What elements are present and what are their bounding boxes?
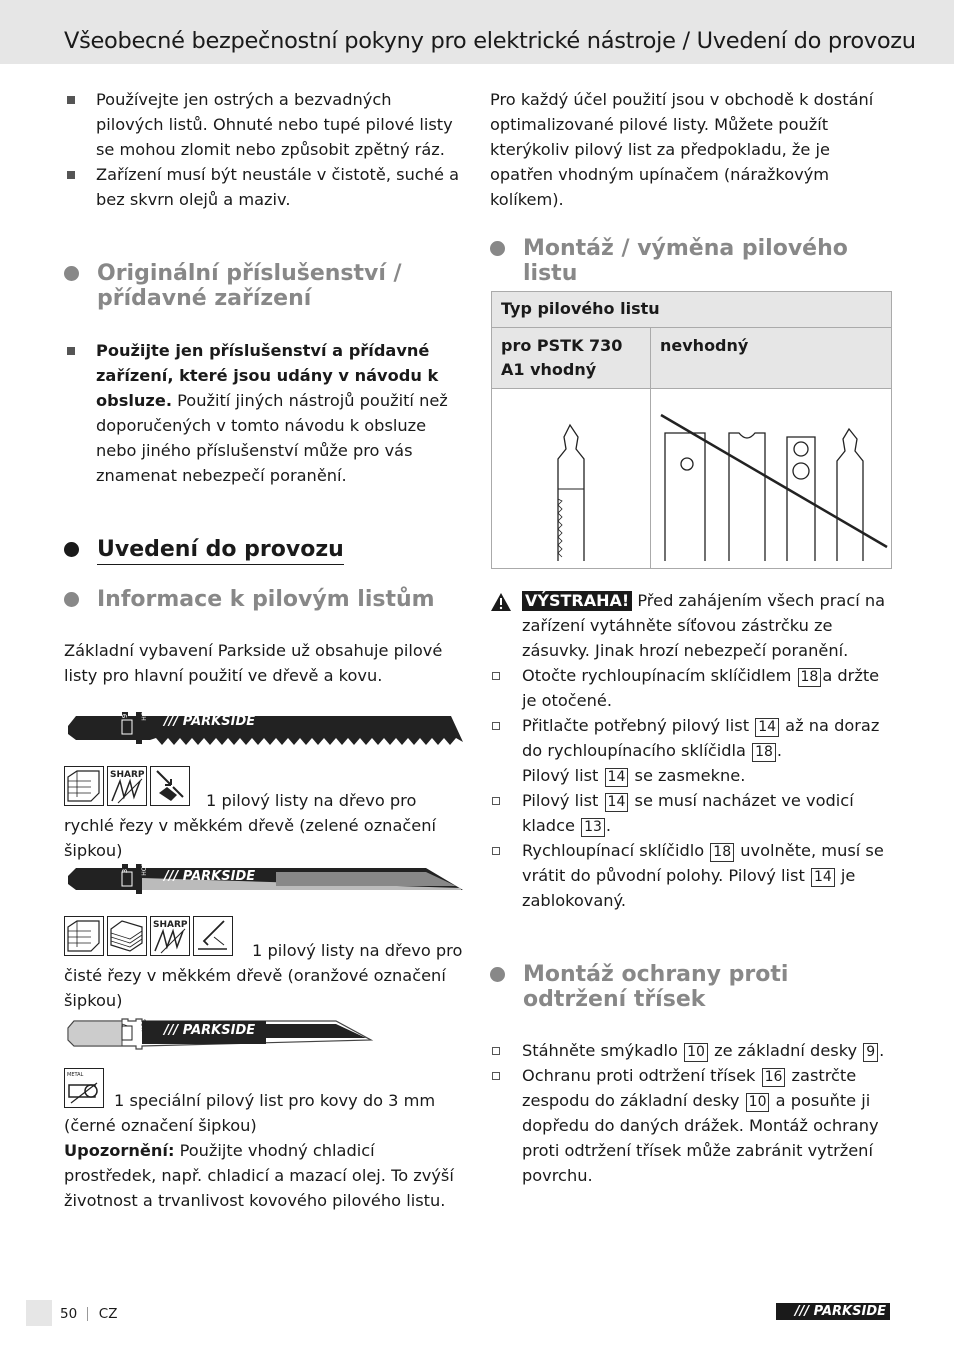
warning-text: Před zahájením všech prací na zařízení vytáhněte síťovou zástrčku ze zásuvky. Jinak hrozí nebezpečí poranění. (522, 591, 886, 660)
accessories-bullets (64, 338, 464, 488)
guard-steps (490, 1038, 890, 1188)
blades-intro: Základní vybavení Parkside už obsahuje pilové listy pro hlavní použití ve dřevě a kovu. (64, 641, 443, 685)
blade2-description: 1 pilový listy na dřevo pro čisté řezy v měkkém dřevě (oranžové označení šipkou) (64, 941, 463, 1010)
list-item: Používejte jen ostrých a bezvadných pilových listů. Ohnuté nebo tupé pilové listy se mohou zlomit nebo způsobit zpětný ráz. (64, 87, 464, 162)
note-text: Použijte vhodný chladicí prostředek, např. chladicí a mazací olej. To zvýší životnost a trvanlivost kovového pilového listu. (64, 1141, 454, 1210)
mount-steps (490, 663, 890, 913)
cooling-note (64, 1138, 464, 1213)
footer-divider (87, 1307, 88, 1321)
startup-heading: Uvedení do provozu (64, 537, 464, 562)
checkbox-square-icon (492, 847, 500, 855)
list-item: Stáhněte smýkadlo 10 ze základní desky 9 . (490, 1038, 890, 1063)
list-item: Pilový list 14 se musí nacházet ve vodicí kladce 13 . (490, 788, 890, 838)
blade2-code: HCS (140, 863, 148, 876)
accessories-text: Použití jiných nástrojů použití než doporučených v tomto návodu k obsluze nebo jiného příslušenství může pro vás znamenat nebezpečí poranění. (96, 391, 448, 485)
svg-text:METAL: METAL (67, 1072, 84, 1078)
table-unsuitable: nevhodný (651, 328, 892, 389)
blade1-number: 9 (121, 713, 130, 719)
blade3-number: 7 (121, 1022, 131, 1029)
bullet-square-icon (67, 171, 75, 179)
guard-heading: Montáž ochrany proti odtržení třísek (490, 962, 890, 1012)
list-item: Přitlačte potřebný pilový list 14 až na doraz do rychloupínacího sklíčidla 18 . Pilový list 14 se zasmekne. (490, 713, 890, 788)
blade-type-table (491, 291, 892, 569)
warning-block (490, 588, 890, 663)
footer-page-marker (26, 1300, 52, 1326)
blade3-brand: /// PARKSIDE (164, 1023, 256, 1038)
blade1-description: 1 pilový listy na dřevo pro rychlé řezy v měkkém dřevě (zelené označení šipkou) (64, 791, 436, 860)
blades-shop-intro: Pro každý účel použití jsou v obchodě k dostání optimalizované pilové listy. Můžete použít kterýkoliv pilový list za předpokladu, že je opatřen vhodným upínačem (náražkovým kolíkem). (490, 90, 874, 209)
unsuitable-blades-image (651, 389, 892, 569)
bullet-square-icon (67, 347, 75, 355)
heading-dot-icon (64, 592, 79, 607)
page-title: Všeobecné bezpečnostní pokyny pro elektrické nástroje / Uvedení do provozu (64, 28, 916, 54)
blade2-brand: /// PARKSIDE (164, 869, 256, 884)
footer-pagination (60, 1306, 117, 1322)
checkbox-square-icon (492, 1047, 500, 1055)
blade3-description: 1 speciální pilový list pro kovy do 3 mm (černé označení šipkou) (64, 1091, 436, 1135)
heading-dot-icon (64, 266, 79, 281)
blade1-brand: /// PARKSIDE (164, 714, 256, 729)
blade2-number: 3 (121, 868, 130, 874)
table-header: Typ pilového listu (492, 292, 892, 328)
accessories-bold: Použijte jen příslušenství a přídavné zařízení, které jsou udány v návodu k obsluze. (96, 341, 439, 410)
suitable-blade-image (492, 389, 651, 569)
blade3-code: HCS (140, 1019, 148, 1032)
heading-dot-icon (64, 542, 79, 557)
note-label: Upozornění: (64, 1141, 175, 1160)
safety-bullets (64, 87, 464, 212)
list-item: Ochranu proti odtržení třísek 16 zastrčte zespodu do základní desky 10 a posuňte ji dopředu do daných drážek. Montáž ochrany proti odtržení třísek může zabránit vytržení povrchu. (490, 1063, 890, 1188)
heading-dot-icon (490, 241, 505, 256)
accessories-heading: Originální příslušenství / přídavné zařízení (64, 261, 464, 311)
parkside-logo: /// PARKSIDE (776, 1303, 890, 1320)
blades-heading: Informace k pilovým listům (64, 587, 464, 612)
page-header (0, 0, 954, 64)
list-item (64, 338, 464, 488)
checkbox-square-icon (492, 1072, 500, 1080)
mount-heading: Montáž / výměna pilového listu (490, 236, 890, 286)
warning-triangle-icon (490, 592, 512, 612)
language-code: CZ (98, 1306, 118, 1322)
warning-badge: VÝSTRAHA! (522, 591, 632, 611)
svg-text:SHARP: SHARP (110, 770, 145, 780)
checkbox-square-icon (492, 722, 500, 730)
list-item: Otočte rychloupínacím sklíčidlem 18 a držte je otočené. (490, 663, 890, 713)
table-suitable: pro PSTK 730 A1 vhodný (492, 328, 651, 389)
page-number: 50 (60, 1306, 78, 1322)
checkbox-square-icon (492, 797, 500, 805)
bullet-square-icon (67, 96, 75, 104)
blade1-code: HCS (140, 708, 148, 721)
list-item: Rychloupínací sklíčidlo 18 uvolněte, musí se vrátit do původní polohy. Pilový list 14 je zablokovaný. (490, 838, 890, 913)
blade2-illustration (66, 860, 466, 900)
checkbox-square-icon (492, 672, 500, 680)
list-item: Zařízení musí být neustále v čistotě, suché a bez skvrn olejů a maziv. (64, 162, 464, 212)
heading-dot-icon (490, 967, 505, 982)
svg-text:SHARP: SHARP (153, 920, 188, 930)
